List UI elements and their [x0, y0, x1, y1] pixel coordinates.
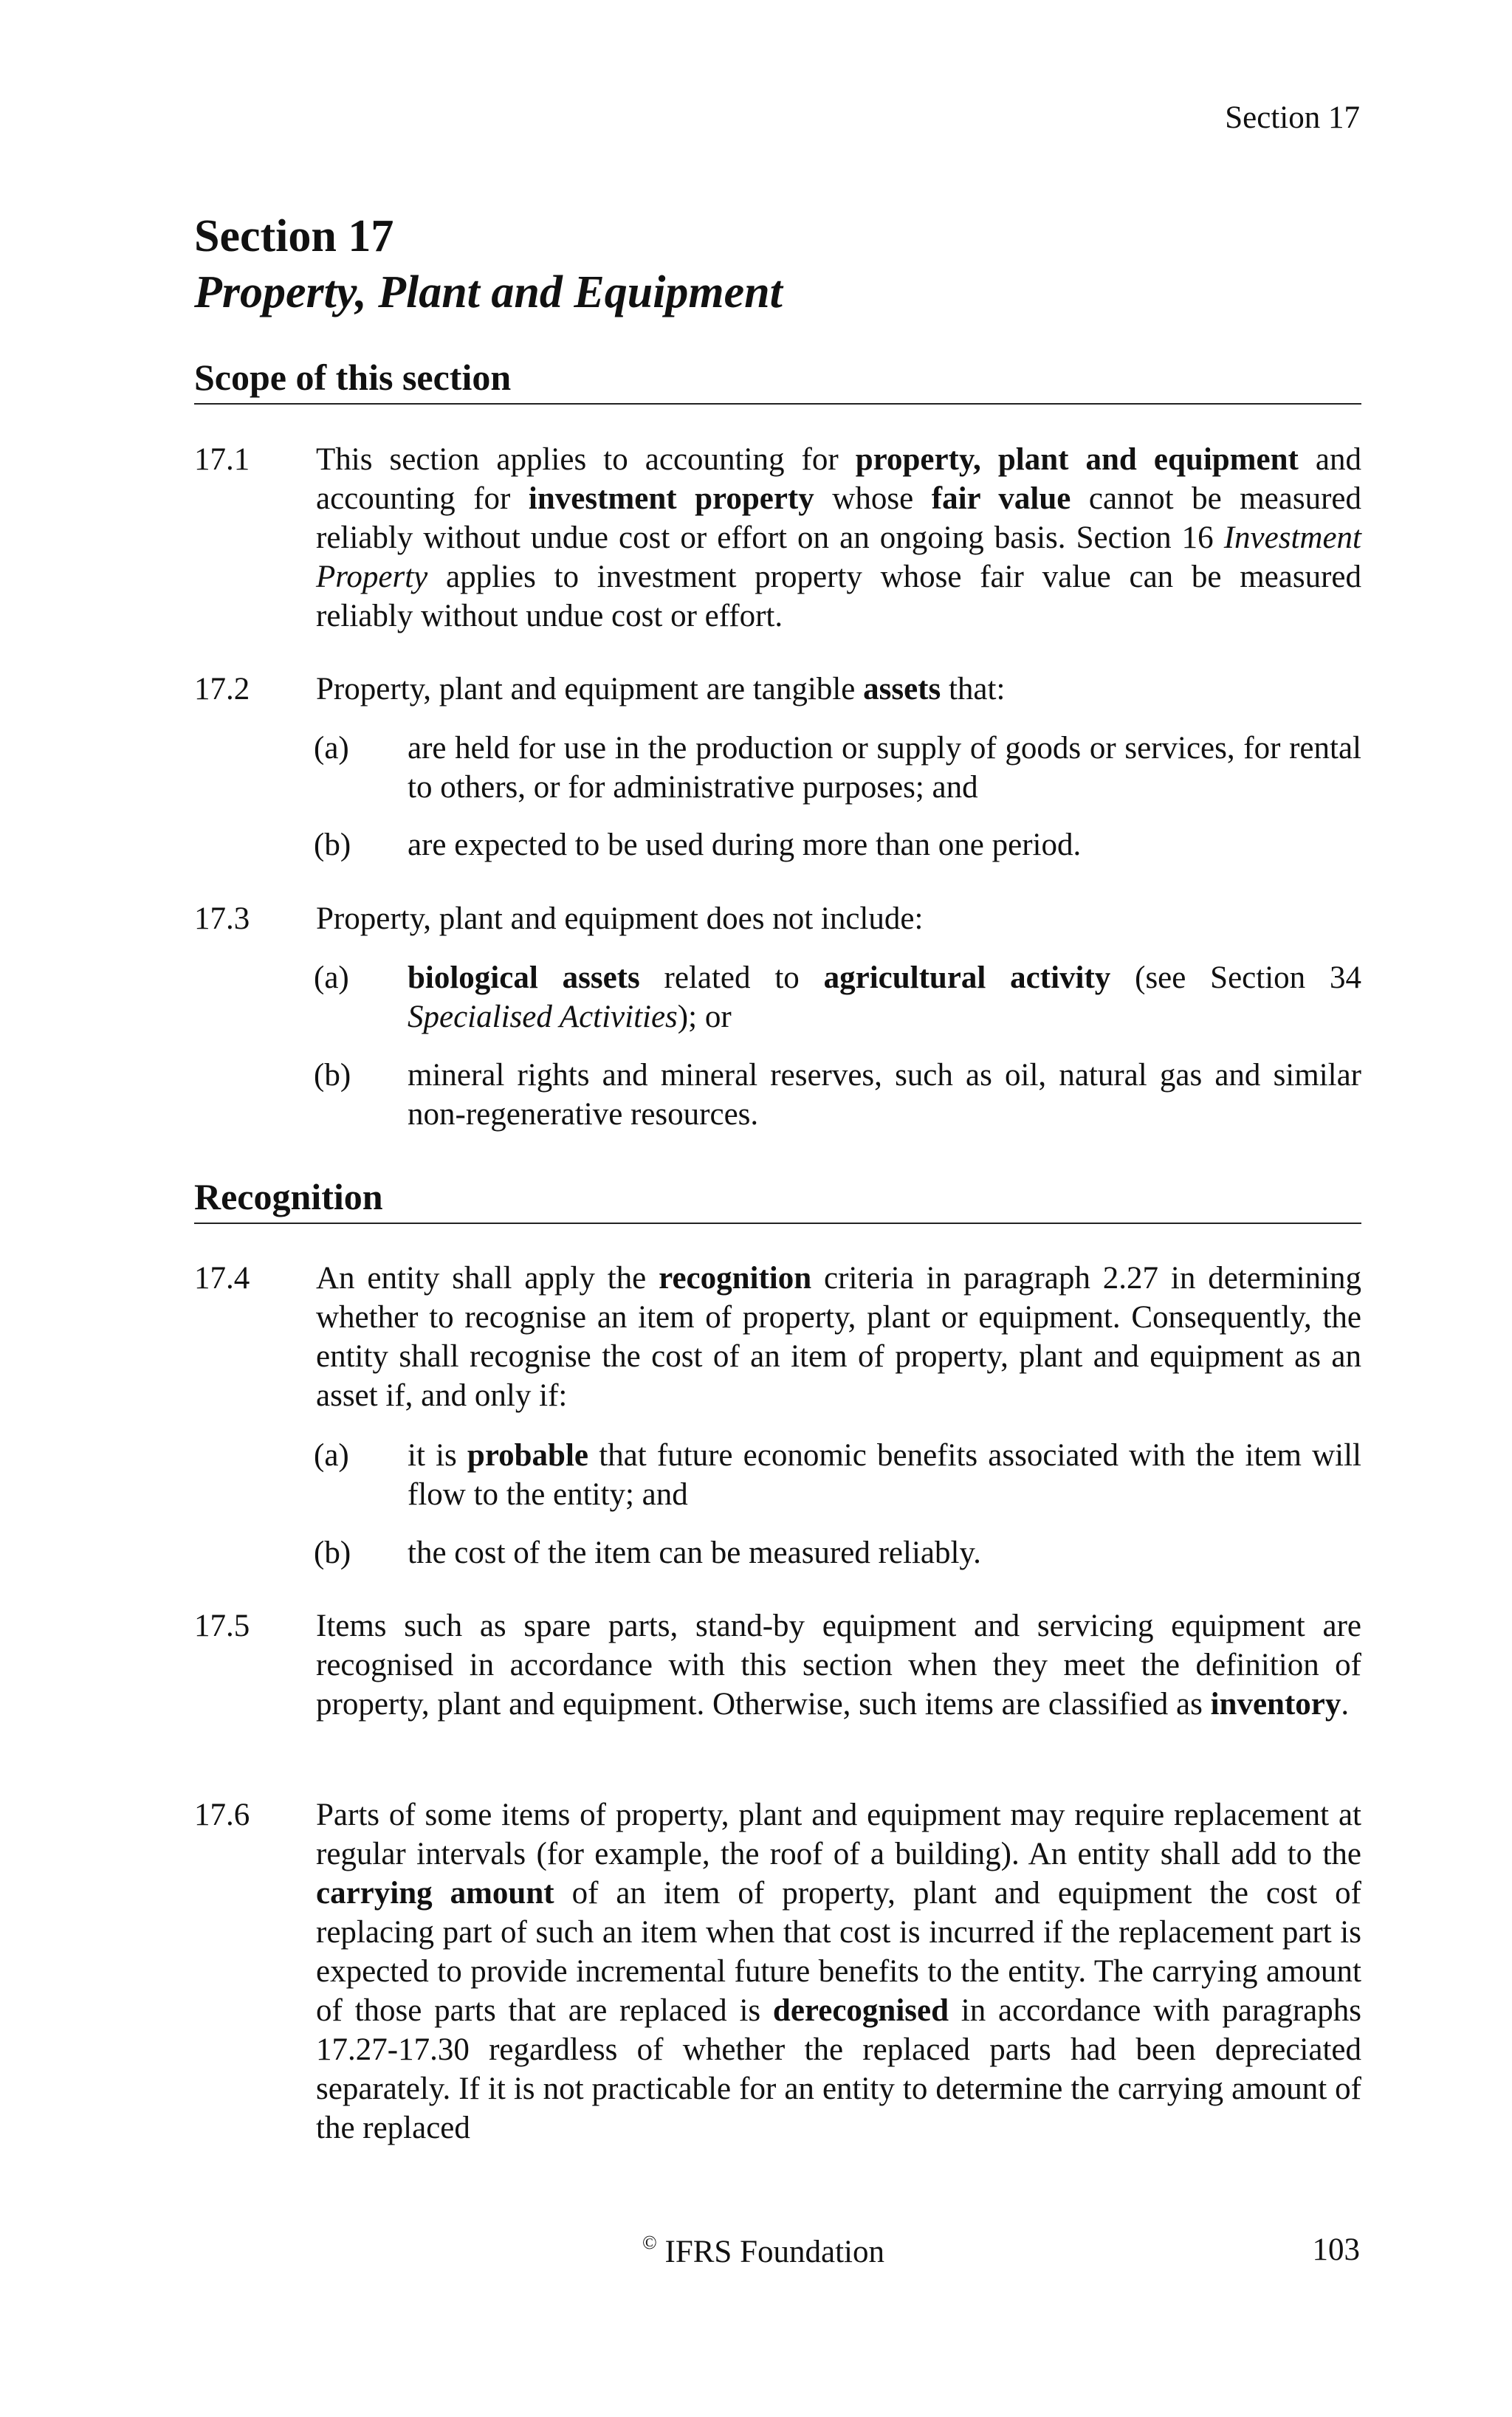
heading-recognition: Recognition	[194, 1175, 1361, 1224]
list-item-17-3-b: (b) mineral rights and mineral reserves, such as oil, natural gas and similar non-regenerative resources.	[314, 1058, 1361, 1132]
list-item-17-2-a: (a) are held for use in the production or supply of goods or services, for rental to others, or for administrative purposes; and	[314, 731, 1361, 805]
paragraph-17-1	[194, 440, 1361, 636]
paragraph-number: 17.2	[194, 672, 250, 706]
title-block	[194, 208, 783, 320]
section-subtitle: Property, Plant and Equipment	[194, 267, 783, 317]
heading-scope: Scope of this section	[194, 356, 1361, 405]
list-item-17-2-b: (b) are expected to be used during more than one period.	[314, 828, 1082, 862]
list-item-17-4-b: (b) the cost of the item can be measured reliably.	[314, 1536, 981, 1570]
paragraph-number: 17.5	[194, 1609, 250, 1643]
paragraph-number: 17.6	[194, 1798, 250, 1832]
paragraph-number: 17.3	[194, 901, 250, 936]
paragraph-text: Items such as spare parts, stand-by equipment and servicing equipment are recognised in accordance with this section when they meet the definition of property, plant and equipment. Otherwise, such items are classified as inventory.	[316, 1609, 1361, 1722]
footer-copyright	[642, 2232, 884, 2270]
paragraph-17-4	[194, 1259, 1361, 1415]
paragraph-text: This section applies to accounting for property, plant and equipment and accounting for investment property whose fair value cannot be measured reliably without undue cost or effort on an ongoing basis. Section 16 Investment Property applies to investment property whose fair value can be measured reliably without undue cost or effort.	[316, 442, 1361, 633]
copyright-symbol: ©	[642, 2232, 657, 2253]
list-item-17-3-a: (a) biological assets related to agricultural activity (see Section 34 Specialised Activities); or	[314, 960, 1361, 1034]
paragraph-text: Property, plant and equipment does not include:	[316, 901, 924, 936]
running-header: Section 17	[1225, 100, 1360, 135]
paragraph-17-2	[194, 670, 1361, 709]
paragraph-17-5	[194, 1606, 1361, 1724]
paragraph-number: 17.1	[194, 442, 250, 477]
publisher-name: IFRS Foundation	[664, 2235, 884, 2269]
paragraph-17-3	[194, 899, 1361, 938]
page-number: 103	[1312, 2232, 1360, 2267]
paragraph-text: Parts of some items of property, plant and equipment may require replacement at regular intervals (for example, the roof of a building). An entity shall add to the carrying amount of an item of property, plant and equipment the cost of replacing part of such an item when that cost is incurred if the replacement part is expected to provide incremental future benefits to the entity. The carrying amount of those parts that are replaced is derecognised in accordance with paragraphs 17.27-17.30 regardless of whether the replaced parts had been depreciated separately. If it is not practicable for an entity to determine the carrying amount of the replaced	[316, 1798, 1361, 2145]
paragraph-number: 17.4	[194, 1261, 250, 1296]
paragraph-17-6	[194, 1795, 1361, 2148]
paragraph-text: An entity shall apply the recognition criteria in paragraph 2.27 in determining whether to recognise an item of property, plant or equipment. Consequently, the entity shall recognise the cost of an item of property, plant and equipment as an asset if, and only if:	[316, 1261, 1361, 1413]
list-item-17-4-a: (a) it is probable that future economic benefits associated with the item will flow to the entity; and	[314, 1438, 1361, 1512]
section-title: Section 17	[194, 211, 394, 261]
paragraph-text: Property, plant and equipment are tangible assets that:	[316, 672, 1006, 706]
